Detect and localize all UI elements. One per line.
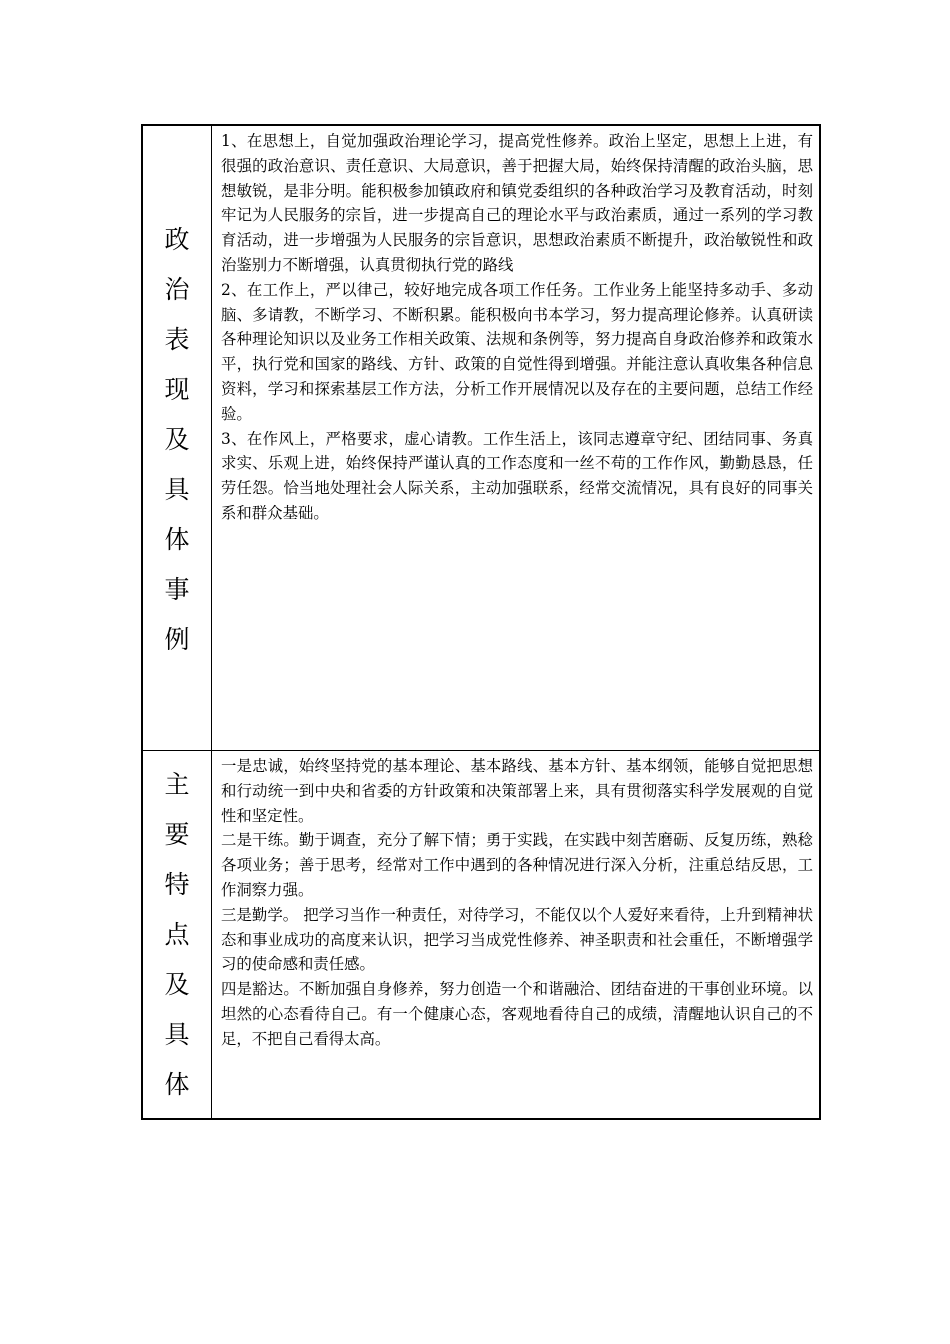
label-char: 体	[164, 1070, 190, 1099]
paragraph-openness: 四是豁达。不断加强自身修养，努力创造一个和谐融洽、团结奋进的干事创业环境。以坦然的心态看待自己。有一个健康心态，客观地看待自己的成绩，清醒地认识自己的不足，不把自己看得太高。	[221, 980, 813, 1048]
label-char: 特	[164, 870, 190, 899]
paragraph-loyalty: 一是忠诚，始终坚持党的基本理论、基本路线、基本方针、基本纲领，能够自觉把思想和行动统一到中央和省委的方针政策和决策部署上来，具有贯彻落实科学发展观的自觉性和坚定性。	[221, 757, 813, 825]
label-char: 政	[164, 225, 190, 254]
label-char: 治	[164, 275, 190, 304]
paragraph-work: 2、在工作上，严以律己，较好地完成各项工作任务。工作业务上能坚持多动手、多动脑、多请教，不断学习、不断积累。能积极向书本学习，努力提高理论修养。认真研读各种理论知识以及业务工作相关政策、法规和条例等，努力提高自身政治修养和政策水平，执行党和国家的路线、方针、政策的自觉性得到增强。并能注意认真收集各种信息资料，学习和探索基层工作方法，分析工作开展情况以及存在的主要问题，总结工作经验。	[221, 280, 813, 423]
label-char: 具	[164, 1020, 190, 1049]
table-row-main-features	[143, 750, 819, 1118]
label-char: 表	[164, 325, 190, 354]
label-char: 及	[164, 425, 190, 454]
paragraph-diligence: 三是勤学。 把学习当作一种责任，对待学习，不能仅以个人爱好来看待，上升到精神状态和事业成功的高度来认识，把学习当成党性修养、神圣职责和社会重任，不断增强学习的使命感和责任感。	[221, 905, 813, 974]
row-label-political-performance	[164, 126, 189, 750]
label-char: 具	[164, 475, 190, 504]
label-char: 体	[164, 525, 190, 554]
label-char: 例	[164, 625, 190, 654]
paragraph-capability: 二是干练。勤于调查，充分了解下情；勇于实践，在实践中刻苦磨砺、反复历练，熟稔各项业务；善于思考，经常对工作中遇到的各种情况进行深入分析，注重总结反思，工作洞察力强。	[221, 831, 813, 899]
evaluation-table	[141, 124, 821, 1120]
label-char: 主	[164, 770, 190, 799]
row-label-main-features	[164, 751, 189, 1118]
content-cell-main-features	[212, 751, 819, 1118]
label-char: 及	[164, 970, 190, 999]
label-char: 点	[164, 920, 190, 949]
content-cell-political-performance	[212, 126, 819, 750]
label-char: 要	[164, 820, 190, 849]
label-char: 现	[164, 375, 190, 404]
row-label-cell	[143, 751, 212, 1118]
paragraph-style: 3、在作风上，严格要求，虚心请教。工作生活上，该同志遵章守纪、团结同事、务真求实、乐观上进，始终保持严谨认真的工作态度和一丝不苟的工作作风，勤勤恳恳，任劳任怨。恰当地处理社会人际关系，主动加强联系，经常交流情况，具有良好的同事关系和群众基础。	[221, 429, 813, 522]
label-char: 事	[164, 575, 190, 604]
table-row-political-performance	[143, 126, 819, 750]
row-label-cell	[143, 126, 212, 750]
paragraph-thought: 1、在思想上，自觉加强政治理论学习，提高党性修养。政治上坚定，思想上上进，有很强的政治意识、责任意识、大局意识，善于把握大局，始终保持清醒的政治头脑，思想敏锐，是非分明。能积极参加镇政府和镇党委组织的各种政治学习及教育活动，时刻牢记为人民服务的宗旨，进一步提高自己的理论水平与政治素质，通过一系列的学习教育活动，进一步增强为人民服务的宗旨意识，思想政治素质不断提升，政治敏锐性和政治鉴别力不断增强，认真贯彻执行党的路线	[221, 132, 813, 274]
